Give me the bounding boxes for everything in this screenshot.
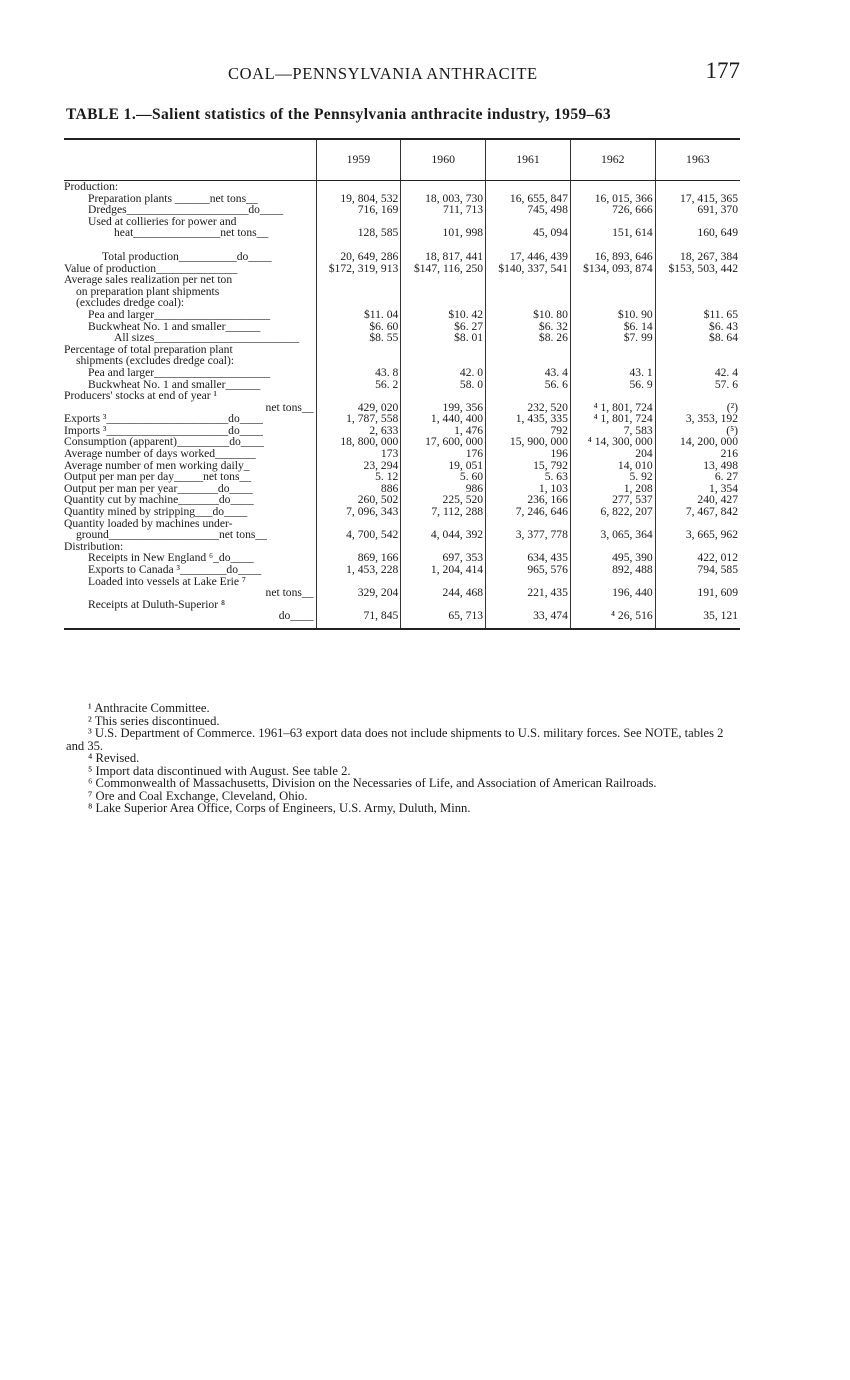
cell-1962: 495, 390 [570, 552, 655, 564]
cell-1961 [486, 344, 571, 356]
cell-1961: 33, 474 [486, 610, 571, 629]
cell-1961 [486, 181, 571, 193]
cell-1960: 225, 520 [401, 494, 486, 506]
cell-1959 [316, 274, 401, 286]
cell-1960: 101, 998 [401, 227, 486, 239]
cell-1962: 7, 583 [570, 425, 655, 437]
row-label: Imports ³_____________________do____ [64, 423, 263, 437]
cell-1961: 745, 498 [486, 204, 571, 216]
cell-1962: 151, 614 [570, 227, 655, 239]
row-label: Buckwheat No. 1 and smaller______ [88, 319, 261, 333]
cell-1962: 16, 893, 646 [570, 251, 655, 263]
row-label-continued: net tons__ [265, 400, 314, 414]
table-row [64, 506, 740, 518]
cell-1959: 4, 700, 542 [316, 529, 401, 541]
cell-1961: 17, 446, 439 [486, 251, 571, 263]
cell-1962 [570, 286, 655, 298]
cell-1963 [655, 344, 740, 356]
row-label: Exports to Canada ³________do____ [88, 563, 262, 576]
cell-1959: 56. 2 [316, 379, 401, 391]
cell-1963: 18, 267, 384 [655, 251, 740, 263]
header-year-1960: 1960 [401, 139, 486, 181]
cell-1960: 244, 468 [401, 587, 486, 599]
table-row [64, 390, 740, 402]
row-label: Average number of days worked_______ [64, 447, 256, 461]
row-label [64, 610, 316, 629]
footnote-6: ⁶ Commonwealth of Massachusetts, Division on the Necessaries of Life, and Association of American Railroads. [88, 776, 657, 790]
statistics-table-wrap [64, 138, 740, 634]
cell-1959: $11. 04 [316, 309, 401, 321]
cell-1962 [570, 344, 655, 356]
cell-1962: $10. 90 [570, 309, 655, 321]
cell-1962: ⁴ 14, 300, 000 [570, 436, 655, 448]
cell-1959: $8. 55 [316, 332, 401, 344]
cell-1961: 15, 792 [486, 460, 571, 472]
cell-1963 [655, 390, 740, 402]
cell-1959: 716, 169 [316, 204, 401, 216]
page-number: 177 [705, 58, 740, 83]
running-head [0, 58, 850, 88]
cell-1961: $6. 32 [486, 321, 571, 333]
cell-1959: 23, 294 [316, 460, 401, 472]
cell-1963: 6. 27 [655, 471, 740, 483]
cell-1963: 57. 6 [655, 379, 740, 391]
cell-1961: 196 [486, 448, 571, 460]
cell-1963: $6. 43 [655, 321, 740, 333]
cell-1959: 886 [316, 483, 401, 495]
row-label: All sizes_________________________ [114, 331, 300, 345]
cell-1959: 869, 166 [316, 552, 401, 564]
cell-1962 [570, 274, 655, 286]
cell-1963: 160, 649 [655, 227, 740, 239]
cell-1960: 199, 356 [401, 402, 486, 414]
row-label: Producers' stocks at end of year ¹ [64, 389, 218, 403]
cell-1962: 14, 010 [570, 460, 655, 472]
footnote-7: ⁷ Ore and Coal Exchange, Cleveland, Ohio. [88, 788, 308, 803]
row-label: (excludes dredge coal): [76, 296, 185, 310]
cell-1960 [401, 286, 486, 298]
cell-1960: $6. 27 [401, 321, 486, 333]
row-label: Pea and larger____________________ [88, 307, 271, 321]
row-label-continued: net tons__ [265, 586, 314, 600]
cell-1963: 17, 415, 365 [655, 193, 740, 205]
cell-1963: 691, 370 [655, 204, 740, 216]
cell-1961: 792 [486, 425, 571, 437]
row-label: Used at collieries for power and [88, 214, 237, 228]
row-label: Output per man per day_____net tons__ [64, 470, 252, 484]
header-year-1961: 1961 [486, 139, 571, 181]
row-label: Loaded into vessels at Lake Erie ⁷ [88, 574, 246, 588]
table-row [64, 251, 740, 263]
cell-1961: 1, 103 [486, 483, 571, 495]
cell-1961: 221, 435 [486, 587, 571, 599]
row-label: Receipts at Duluth-Superior ⁸ [88, 597, 226, 611]
cell-1962: 892, 488 [570, 564, 655, 576]
cell-1963: 3, 353, 192 [655, 413, 740, 425]
cell-1959: 2, 633 [316, 425, 401, 437]
cell-1962 [570, 181, 655, 193]
cell-1961: 236, 166 [486, 494, 571, 506]
cell-1960: $10. 42 [401, 309, 486, 321]
footnote-3: ³ U.S. Department of Commerce. 1961–63 export data does not include shipments to U.S. military forces. See NOTE, tables 2 and 35. [66, 726, 724, 753]
cell-1960: 1, 476 [401, 425, 486, 437]
cell-1963: 422, 012 [655, 552, 740, 564]
cell-1959: 329, 204 [316, 587, 401, 599]
cell-1961: 965, 576 [486, 564, 571, 576]
header-year-1962: 1962 [570, 139, 655, 181]
row-label: Quantity loaded by machines under- [64, 516, 233, 530]
cell-1960 [401, 181, 486, 193]
cell-1963: 42. 4 [655, 367, 740, 379]
cell-1959 [316, 390, 401, 402]
cell-1961: 16, 655, 847 [486, 193, 571, 205]
row-label: shipments (excludes dredge coal): [76, 354, 235, 368]
cell-1960: 19, 051 [401, 460, 486, 472]
cell-1960: 18, 817, 441 [401, 251, 486, 263]
cell-1959: 260, 502 [316, 494, 401, 506]
table-bottom-rule [64, 629, 740, 634]
footnotes [66, 702, 742, 815]
cell-1960: 5. 60 [401, 471, 486, 483]
cell-1959 [316, 286, 401, 298]
cell-1961: 1, 435, 335 [486, 413, 571, 425]
cell-1961: 56. 6 [486, 379, 571, 391]
cell-1963: 240, 427 [655, 494, 740, 506]
cell-1959 [316, 344, 401, 356]
cell-1960: 986 [401, 483, 486, 495]
footnote-5: ⁵ Import data discontinued with August. See table 2. [88, 763, 351, 778]
cell-1962: 43. 1 [570, 367, 655, 379]
cell-1960: 4, 044, 392 [401, 529, 486, 541]
cell-1959: 18, 800, 000 [316, 436, 401, 448]
row-label: Dredges_____________________do____ [88, 203, 284, 217]
cell-1963: 191, 609 [655, 587, 740, 599]
cell-1962: $6. 14 [570, 321, 655, 333]
cell-1963: $11. 65 [655, 309, 740, 321]
cell-1959: 1, 453, 228 [316, 564, 401, 576]
cell-1959: 71, 845 [316, 610, 401, 629]
table-row [64, 367, 740, 379]
cell-1959: $6. 60 [316, 321, 401, 333]
cell-1962: 1, 208 [570, 483, 655, 495]
cell-1962: 196, 440 [570, 587, 655, 599]
table-row [64, 309, 740, 321]
cell-1960: 42. 0 [401, 367, 486, 379]
footnote-2: ² This series discontinued. [88, 713, 220, 728]
cell-1962 [570, 390, 655, 402]
table-header-row [64, 139, 740, 181]
cell-1961: 15, 900, 000 [486, 436, 571, 448]
row-label: Quantity cut by machine_______do____ [64, 493, 254, 507]
cell-1960: 7, 112, 288 [401, 506, 486, 518]
cell-1963 [655, 181, 740, 193]
cell-1961: 232, 520 [486, 402, 571, 414]
cell-1960: 697, 353 [401, 552, 486, 564]
cell-1962: 3, 065, 364 [570, 529, 655, 541]
table-row [64, 448, 740, 460]
row-label: Preparation plants ______net tons__ [88, 191, 258, 205]
table-row [64, 274, 740, 286]
cell-1963 [655, 286, 740, 298]
cell-1963: 35, 121 [655, 610, 740, 629]
row-label: Average sales realization per net ton [64, 273, 233, 287]
cell-1960: 58. 0 [401, 379, 486, 391]
cell-1959: $172, 319, 913 [316, 263, 401, 275]
cell-1959 [316, 181, 401, 193]
table-caption: TABLE 1.—Salient statistics of the Pennsylvania anthracite industry, 1959–63 [66, 106, 612, 123]
cell-1961: $10. 80 [486, 309, 571, 321]
cell-1963: 13, 498 [655, 460, 740, 472]
cell-1963: (⁵) [655, 425, 740, 437]
cell-1962: ⁴ 1, 801, 724 [570, 402, 655, 414]
cell-1960: 711, 713 [401, 204, 486, 216]
cell-1961: 7, 246, 646 [486, 506, 571, 518]
cell-1959: 19, 804, 532 [316, 193, 401, 205]
cell-1961: 634, 435 [486, 552, 571, 564]
row-label: Buckwheat No. 1 and smaller______ [88, 377, 261, 391]
table-row [64, 529, 740, 541]
cell-1963: 7, 467, 842 [655, 506, 740, 518]
cell-1963: 3, 665, 962 [655, 529, 740, 541]
cell-1961: $140, 337, 541 [486, 263, 571, 275]
cell-1962: ⁴ 26, 516 [570, 610, 655, 629]
header-year-1963: 1963 [655, 139, 740, 181]
cell-1960 [401, 390, 486, 402]
row-label: Quantity mined by stripping___do____ [64, 505, 248, 519]
row-label: Consumption (apparent)_________do____ [64, 435, 264, 449]
footnote-8: ⁸ Lake Superior Area Office, Corps of Engineers, U.S. Army, Duluth, Minn. [88, 801, 471, 815]
footnote-4: ⁴ Revised. [88, 751, 140, 765]
cell-1960: 18, 003, 730 [401, 193, 486, 205]
cell-1959: 128, 585 [316, 227, 401, 239]
cell-1962: 204 [570, 448, 655, 460]
cell-1963: $153, 503, 442 [655, 263, 740, 275]
table-row [64, 227, 740, 239]
table-row [64, 332, 740, 344]
cell-1959: 20, 649, 286 [316, 251, 401, 263]
row-label: Output per man per year_______do____ [64, 481, 253, 495]
table-row [64, 564, 740, 576]
table-row [64, 181, 740, 193]
cell-1961 [486, 390, 571, 402]
cell-1963: (²) [655, 402, 740, 414]
statistics-table [64, 138, 740, 634]
row-label: Exports ³_____________________do____ [64, 412, 263, 426]
cell-1960: 1, 204, 414 [401, 564, 486, 576]
cell-1962: 16, 015, 366 [570, 193, 655, 205]
cell-1960: 176 [401, 448, 486, 460]
cell-1963 [655, 274, 740, 286]
cell-1963: $8. 64 [655, 332, 740, 344]
cell-1961 [486, 286, 571, 298]
table-row [64, 610, 740, 629]
header-label-cell [64, 139, 316, 181]
row-label: Receipts in New England ⁶_do____ [88, 551, 254, 565]
cell-1962: 277, 537 [570, 494, 655, 506]
cell-1959: 1, 787, 558 [316, 413, 401, 425]
cell-1961: 5. 63 [486, 471, 571, 483]
row-label: Total production__________do____ [102, 249, 272, 263]
header-year-1959: 1959 [316, 139, 401, 181]
cell-1959: 173 [316, 448, 401, 460]
footnote-1: ¹ Anthracite Committee. [88, 701, 210, 715]
cell-1960: 65, 713 [401, 610, 486, 629]
row-label: on preparation plant shipments [76, 284, 220, 298]
cell-1960: 1, 440, 400 [401, 413, 486, 425]
row-label: Average number of men working daily_ [64, 458, 250, 472]
cell-1960 [401, 344, 486, 356]
cell-1962: 5. 92 [570, 471, 655, 483]
cell-1962: $7. 99 [570, 332, 655, 344]
cell-1961 [486, 274, 571, 286]
cell-1960: $147, 116, 250 [401, 263, 486, 275]
table-body [64, 181, 740, 629]
cell-1961: 3, 377, 778 [486, 529, 571, 541]
cell-1959: 43. 8 [316, 367, 401, 379]
row-label: heat_______________net tons__ [114, 226, 269, 240]
row-label: Production: [64, 180, 119, 193]
cell-1961: 43. 4 [486, 367, 571, 379]
row-label-continued: do____ [278, 609, 314, 623]
cell-1959: 5. 12 [316, 471, 401, 483]
cell-1963: 794, 585 [655, 564, 740, 576]
cell-1959: 7, 096, 343 [316, 506, 401, 518]
row-label: ground___________________net tons__ [76, 528, 267, 542]
cell-1961: 45, 094 [486, 227, 571, 239]
cell-1962: $134, 093, 874 [570, 263, 655, 275]
cell-1960 [401, 274, 486, 286]
cell-1962: ⁴ 1, 801, 724 [570, 413, 655, 425]
cell-1962: 56. 9 [570, 379, 655, 391]
cell-1962: 726, 666 [570, 204, 655, 216]
cell-1963: 14, 200, 000 [655, 436, 740, 448]
row-label: Percentage of total preparation plant [64, 342, 233, 356]
cell-1963: 216 [655, 448, 740, 460]
cell-1960: $8. 01 [401, 332, 486, 344]
row-label: Value of production______________ [64, 261, 238, 275]
cell-1961: $8. 26 [486, 332, 571, 344]
cell-1959: 429, 020 [316, 402, 401, 414]
row-label: Pea and larger____________________ [88, 365, 271, 379]
cell-1962: 6, 822, 207 [570, 506, 655, 518]
cell-1963: 1, 354 [655, 483, 740, 495]
cell-1960: 17, 600, 000 [401, 436, 486, 448]
row-label: Distribution: [64, 539, 124, 553]
running-title: COAL—PENNSYLVANIA ANTHRACITE [228, 64, 538, 83]
